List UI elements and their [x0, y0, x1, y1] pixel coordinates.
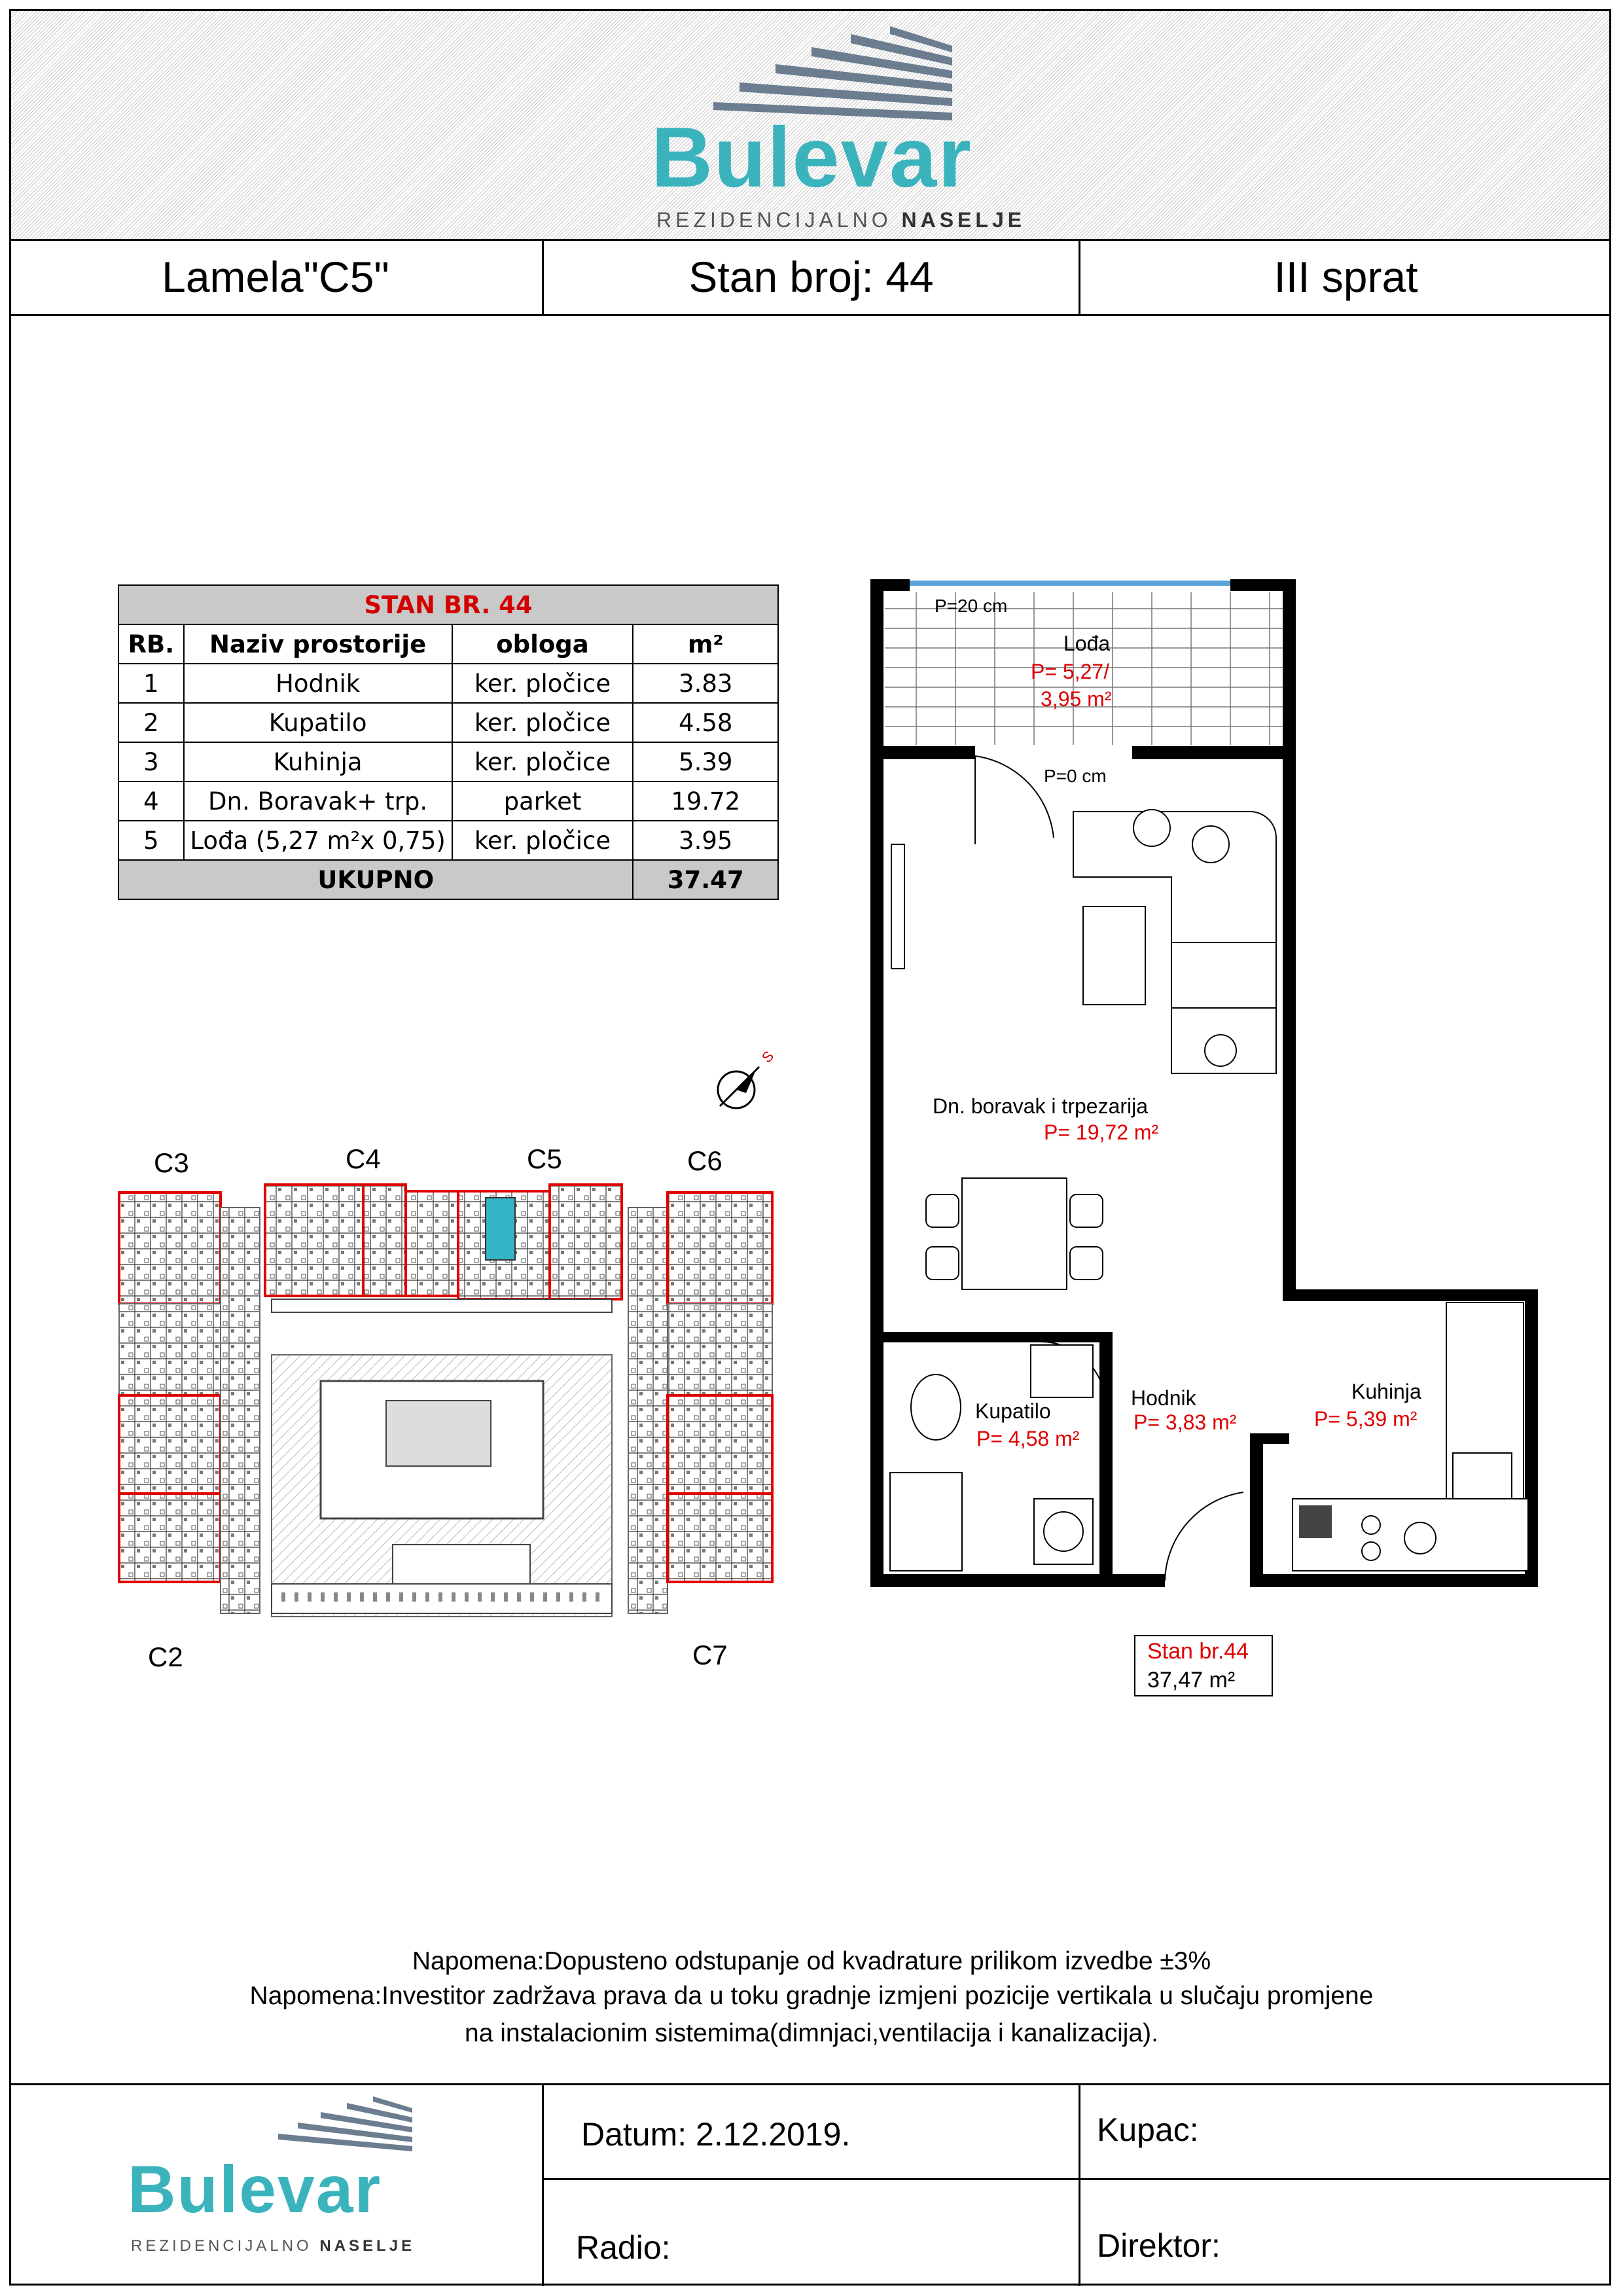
header-top-line	[9, 239, 1611, 241]
table-cell: ker. pločice	[452, 821, 633, 860]
site-plan	[111, 1178, 785, 1636]
table-title-row	[118, 585, 778, 624]
table-cell: Kuhinja	[184, 742, 452, 781]
building-label-c4: C4	[346, 1143, 381, 1174]
footer-radio: Radio:	[576, 2229, 671, 2266]
total-value: 37.47	[633, 860, 778, 899]
table-cell: 3.83	[633, 664, 778, 703]
p0-label: P=0 cm	[1044, 766, 1107, 786]
apartment-summary-box	[1134, 1635, 1273, 1696]
note-3: na instalacionim sistemima(dimnjaci,ventilacija i kanalizacija).	[465, 2019, 1158, 2047]
building-label-c3: C3	[154, 1147, 189, 1178]
footer-mid-line	[542, 2178, 1611, 2180]
table-cell: 3	[118, 742, 184, 781]
note-1: Napomena:Dopusteno odstupanje od kvadrature prilikom izvedbe ±3%	[412, 1947, 1211, 1975]
table-cell: 4	[118, 781, 184, 821]
north-letter: S	[758, 1047, 777, 1066]
table-cell: ker. pločice	[452, 742, 633, 781]
table-total-row	[118, 860, 778, 899]
header-bottom-line	[9, 314, 1611, 316]
brand-tagline-light: REZIDENCIJALNO	[656, 208, 902, 232]
table-cell: parket	[452, 781, 633, 821]
kupatilo-area: P= 4,58 m²	[976, 1427, 1080, 1450]
brand-tagline	[656, 208, 1026, 232]
note-2: Napomena:Investitor zadržava prava da u toku gradnje izmjeni pozicije vertikala u slučaju promjene	[249, 1982, 1374, 2010]
kuhinja-area: P= 5,39 m²	[1314, 1407, 1418, 1431]
building-label-c7: C7	[692, 1640, 728, 1670]
building-label-c2: C2	[148, 1641, 183, 1672]
footer-kupac: Kupac:	[1097, 2111, 1199, 2148]
table-row	[118, 821, 778, 860]
footer-tagline-light: REZIDENCIJALNO	[131, 2237, 320, 2255]
col-header: m²	[633, 624, 778, 664]
table-cell: 5	[118, 821, 184, 860]
kuhinja-name: Kuhinja	[1351, 1380, 1421, 1403]
table-cell: ker. pločice	[452, 664, 633, 703]
north-arrow	[707, 1047, 779, 1119]
table-cell: 4.58	[633, 703, 778, 742]
loda-area-2: 3,95 m²	[1041, 687, 1112, 711]
table-cell: 2	[118, 703, 184, 742]
table-cell: ker. pločice	[452, 703, 633, 742]
footer-brand-name: Bulevar	[128, 2152, 382, 2227]
footer-top-line	[9, 2083, 1611, 2085]
table-row	[118, 742, 778, 781]
footer-brand-tagline	[131, 2237, 415, 2255]
header-sprat: III sprat	[1274, 253, 1418, 301]
header-stan: Stan broj: 44	[688, 253, 934, 301]
header-lamela: Lamela"C5"	[162, 253, 389, 301]
loda-name: Lođa	[1063, 632, 1111, 655]
table-header-row	[118, 624, 778, 664]
footer-datum: Datum: 2.12.2019.	[581, 2116, 851, 2153]
footer-tagline-bold: NASELJE	[319, 2237, 416, 2255]
table-cell: Kupatilo	[184, 703, 452, 742]
boravak-area: P= 19,72 m²	[1044, 1121, 1159, 1144]
summary-title: Stan br.44	[1147, 1639, 1249, 1664]
table-cell: 1	[118, 664, 184, 703]
kupatilo-name: Kupatilo	[975, 1399, 1051, 1423]
table-title: STAN BR. 44	[118, 585, 778, 624]
col-header: RB.	[118, 624, 184, 664]
total-label: UKUPNO	[118, 860, 633, 899]
table-row	[118, 664, 778, 703]
room-area-table	[118, 584, 779, 900]
floor-plan	[864, 569, 1544, 1590]
table-cell: Hodnik	[184, 664, 452, 703]
footer-direktor: Direktor:	[1097, 2227, 1221, 2264]
summary-area: 37,47 m²	[1147, 1668, 1236, 1693]
table-cell: Lođa (5,27 m²x 0,75)	[184, 821, 452, 860]
building-label-c5: C5	[527, 1143, 562, 1174]
boravak-name: Dn. boravak i trpezarija	[933, 1094, 1149, 1118]
hodnik-name: Hodnik	[1131, 1386, 1196, 1410]
col-header: Naziv prostorije	[184, 624, 452, 664]
footer-divider-logo	[542, 2083, 544, 2286]
table-cell: 5.39	[633, 742, 778, 781]
table-cell: 19.72	[633, 781, 778, 821]
col-header: obloga	[452, 624, 633, 664]
hodnik-area: P= 3,83 m²	[1133, 1410, 1237, 1434]
brand-tagline-bold: NASELJE	[901, 208, 1026, 232]
table-cell: Dn. Boravak+ trp.	[184, 781, 452, 821]
footer-divider-mid	[1079, 2083, 1080, 2286]
brand-name: Bulevar	[651, 109, 972, 205]
loda-area-1: P= 5,27/	[1031, 660, 1110, 683]
loda-p20-label: P=20 cm	[935, 596, 1008, 616]
table-cell: 3.95	[633, 821, 778, 860]
building-label-c6: C6	[687, 1145, 722, 1176]
table-row	[118, 781, 778, 821]
table-row	[118, 703, 778, 742]
